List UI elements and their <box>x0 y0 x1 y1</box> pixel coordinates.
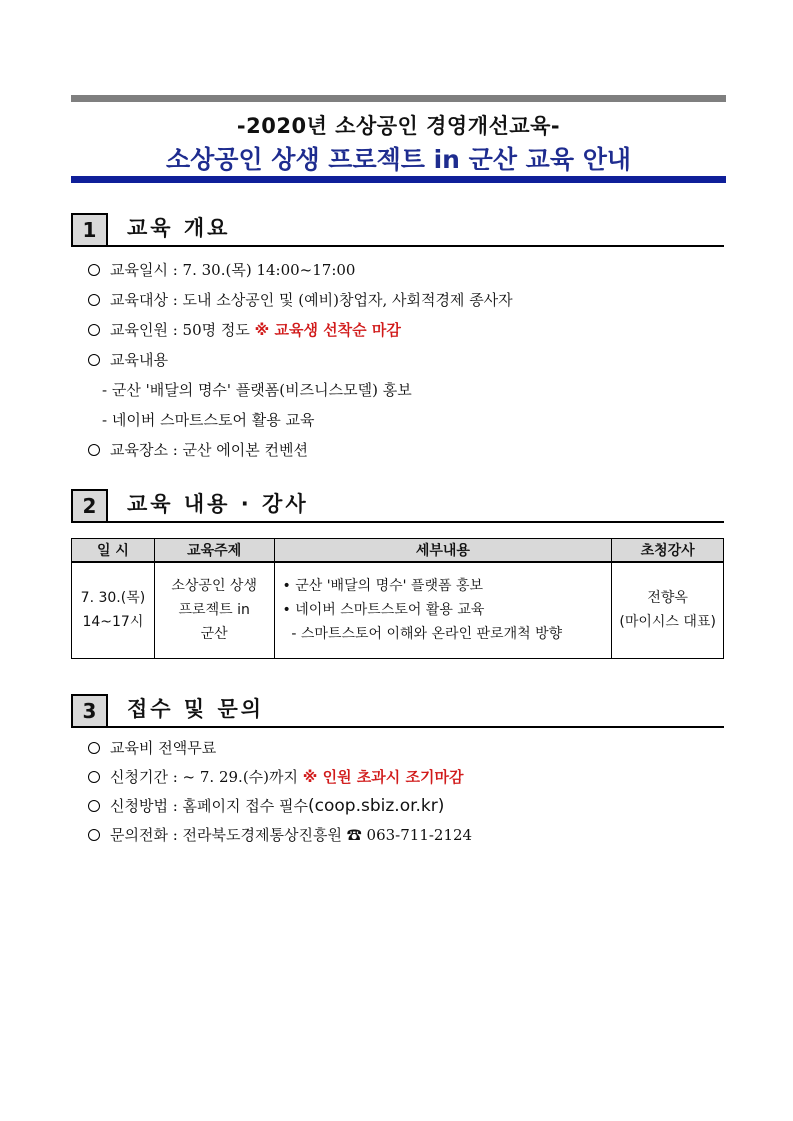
deadline-note: ※ 교육생 선착순 마감 <box>254 321 401 339</box>
section-1-heading <box>71 213 724 247</box>
list-item: 문의전화 : 전라북도경제통상진흥원 ☎ 063-711-2124 <box>88 825 472 845</box>
column-header-date: 일 시 <box>72 539 155 563</box>
bullet-circle-icon <box>88 829 100 841</box>
column-header-instructor: 초청강사 <box>612 539 724 563</box>
section-rule <box>108 726 724 728</box>
section-rule <box>108 245 724 247</box>
column-header-topic: 교육주제 <box>154 539 274 563</box>
top-divider-bar <box>71 95 726 102</box>
topic-cell: 소상공인 상생 프로젝트 in 군산 <box>154 562 274 658</box>
document-title: 소상공인 상생 프로젝트 in 군산 교육 안내 <box>166 145 631 174</box>
instructor-cell: 전향옥 (마이시스 대표) <box>612 562 724 658</box>
title-underline-bar <box>71 176 726 183</box>
list-item: 신청방법 : 홈페이지 접수 필수(coop.sbiz.or.kr) <box>88 796 444 816</box>
list-item: 교육내용 <box>88 350 168 370</box>
date-cell: 7. 30.(목) 14~17시 <box>72 562 155 658</box>
details-cell: • 군산 '배달의 명수' 플랫폼 홍보 • 네이버 스마트스토어 활용 교육 - 스마트스토어 이해와 온라인 판로개척 방향 <box>274 562 612 658</box>
section-title: 접수 및 문의 <box>127 697 265 721</box>
section-number: 1 <box>71 213 108 247</box>
list-subitem: - 군산 '배달의 명수' 플랫폼(비즈니스모델) 홍보 <box>102 381 412 399</box>
phone-number: 063-711-2124 <box>366 826 473 844</box>
list-item: 교육장소 : 군산 에이본 컨벤션 <box>88 440 308 460</box>
bullet-circle-icon <box>88 742 100 754</box>
list-item: 교육일시 : 7. 30.(목) 14:00~17:00 <box>88 260 355 280</box>
schedule-table <box>71 538 724 659</box>
list-item: 신청기간 : ~ 7. 29.(수)까지 ※ 인원 초과시 조기마감 <box>88 767 463 787</box>
bullet-circle-icon <box>88 800 100 812</box>
phone-icon: ☎ <box>346 826 362 844</box>
section-number: 2 <box>71 489 108 523</box>
list-subitem: - 네이버 스마트스토어 활용 교육 <box>102 411 315 429</box>
list-item: 교육인원 : 50명 정도 ※ 교육생 선착순 마감 <box>88 320 401 340</box>
bullet-circle-icon <box>88 264 100 276</box>
section-number: 3 <box>71 694 108 728</box>
bullet-circle-icon <box>88 324 100 336</box>
bullet-circle-icon <box>88 444 100 456</box>
list-item: 교육비 전액무료 <box>88 738 216 758</box>
section-rule <box>108 521 724 523</box>
bullet-circle-icon <box>88 294 100 306</box>
table-header-row <box>72 539 724 563</box>
document-subtitle: -2020년 소상공인 경영개선교육- <box>236 114 561 138</box>
table-row <box>72 562 724 658</box>
column-header-details: 세부내용 <box>274 539 612 563</box>
section-title: 교육 개요 <box>127 216 231 240</box>
early-close-note: ※ 인원 초과시 조기마감 <box>302 768 464 786</box>
section-title: 교육 내용 · 강사 <box>127 492 309 516</box>
website-url: (coop.sbiz.or.kr) <box>308 796 445 816</box>
bullet-circle-icon <box>88 354 100 366</box>
section-2-heading <box>71 489 724 523</box>
list-item: 교육대상 : 도내 소상공인 및 (예비)창업자, 사회적경제 종사자 <box>88 290 513 310</box>
section-3-heading <box>71 694 724 728</box>
bullet-circle-icon <box>88 771 100 783</box>
